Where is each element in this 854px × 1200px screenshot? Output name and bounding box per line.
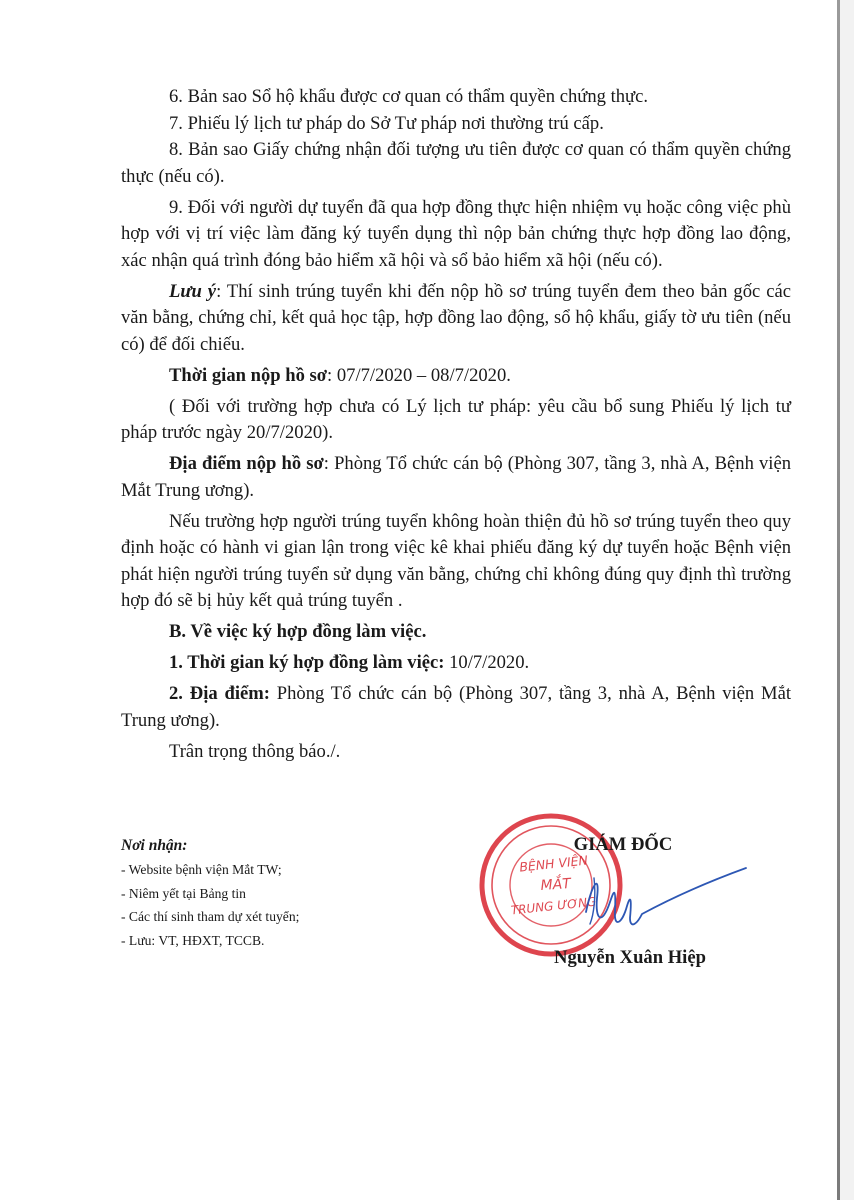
recipients-block: [121, 834, 451, 953]
signature-block: [470, 810, 750, 980]
signer-title: GIÁM ĐỐC: [573, 834, 673, 855]
closing-line: Trân trọng thông báo./.: [169, 740, 341, 762]
submit-time-label: Thời gian nộp hồ sơ: [169, 364, 328, 386]
seal-text-3: TRUNG ƯƠNG: [510, 894, 598, 918]
item-9: 9. Đối với người dự tuyển đã qua hợp đồng thực hiện nhiệm vụ hoặc công việc phù hợp với vị trí việc làm đăng ký tuyển dụng thì nộp bản chứng thực hợp đồng lao động, xác nhận quá trình đóng bảo hiểm xã hội và sổ bảo hiểm xã hội (nếu có).: [121, 196, 791, 271]
item-8: 8. Bản sao Giấy chứng nhận đối tượng ưu tiên được cơ quan có thẩm quyền chứng thực (nếu có).: [121, 139, 791, 187]
submit-time: Thời gian nộp hồ sơ: 07/7/2020 – 08/7/2020.: [169, 364, 511, 386]
page-edge: [837, 0, 840, 1200]
recipient-item: - Website bệnh viện Mắt TW;: [121, 861, 282, 877]
item-7: 7. Phiếu lý lịch tư pháp do Sở Tư pháp nơi thường trú cấp.: [169, 112, 604, 134]
criminal-record-note: ( Đối với trường hợp chưa có Lý lịch tư pháp: yêu cầu bổ sung Phiếu lý lịch tư pháp trước ngày 20/7/2020).: [121, 395, 791, 443]
page-shadow: [840, 0, 854, 1200]
seal-text-2: MẮT: [540, 875, 572, 895]
submit-place: Địa điểm nộp hồ sơ: Phòng Tổ chức cán bộ (Phòng 307, tầng 3, nhà A, Bệnh viện Mắt Trung ương).: [121, 453, 792, 501]
submit-place-label: Địa điểm nộp hồ sơ: [169, 453, 324, 474]
recipient-item: - Các thí sinh tham dự xét tuyển;: [121, 909, 300, 925]
item-6: 6. Bản sao Sổ hộ khẩu được cơ quan có thẩm quyền chứng thực.: [169, 86, 649, 107]
note-paragraph: Lưu ý: Thí sinh trúng tuyển khi đến nộp hồ sơ trúng tuyển đem theo bản gốc các văn bằng, chứng chỉ, kết quả học tập, hợp đồng lao động, sổ hộ khẩu, giấy tờ ưu tiên (nếu có) để đối chiếu.: [121, 280, 791, 355]
cancel-clause: Nếu trường hợp người trúng tuyển không hoàn thiện đủ hồ sơ trúng tuyển theo quy định hoặc có hành vi gian lận trong việc kê khai phiếu đăng ký dự tuyển hoặc Bệnh viện phát hiện người trúng tuyển sử dụng văn bằng, chứng chỉ không đúng quy định thì trường hợp đó sẽ bị hủy kết quả trúng tuyển .: [121, 510, 791, 611]
document-body: [121, 84, 791, 770]
note-label: Lưu ý: [169, 280, 217, 302]
signer-name: Nguyễn Xuân Hiệp: [554, 947, 706, 968]
section-b-heading: B. Về việc ký hợp đồng làm việc.: [169, 621, 427, 642]
recipients-title: Nơi nhận:: [121, 837, 188, 854]
contract-time: 1. Thời gian ký hợp đồng làm việc: 10/7/2020.: [169, 652, 530, 673]
contract-place: 2. Địa điểm: Phòng Tổ chức cán bộ (Phòng 307, tầng 3, nhà A, Bệnh viện Mắt Trung ương).: [121, 683, 791, 731]
recipient-item: - Lưu: VT, HĐXT, TCCB.: [121, 933, 265, 949]
seal-text-1: BỆNH VIỆN: [518, 852, 589, 875]
recipients-list: [121, 858, 451, 953]
recipient-item: - Niêm yết tại Bảng tin: [121, 885, 246, 901]
handwritten-signature-icon: [570, 862, 750, 942]
